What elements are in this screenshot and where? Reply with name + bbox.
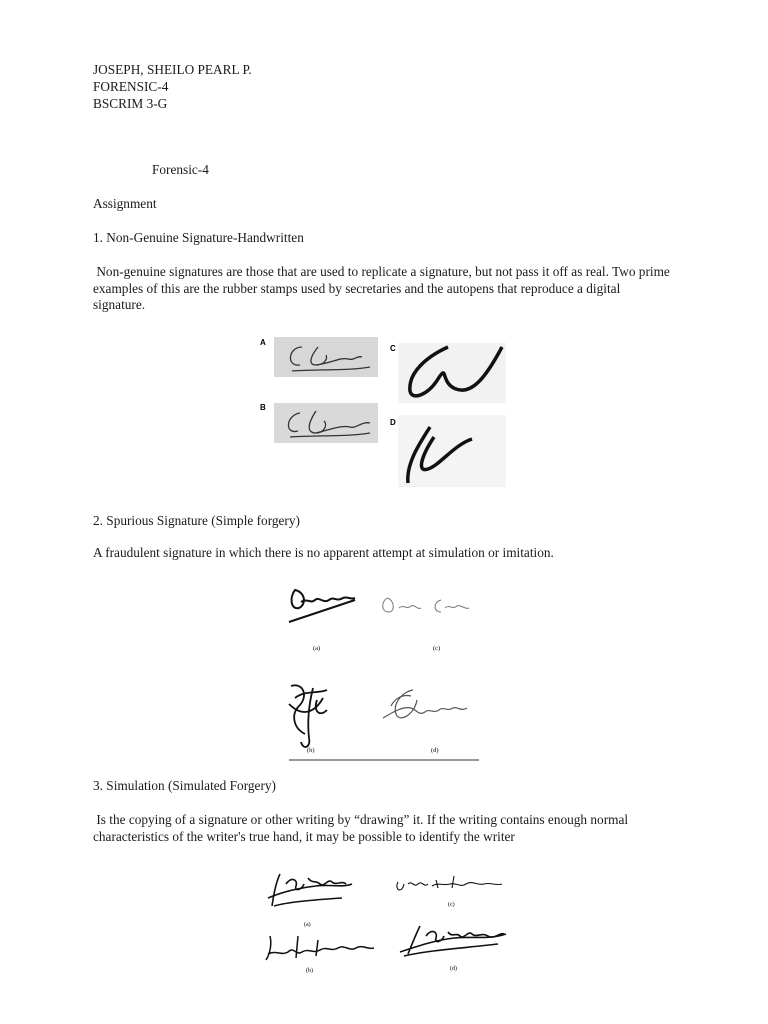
spurious-signature-a	[289, 590, 355, 622]
figure-1-label-d: D	[390, 418, 396, 427]
figure-2-label-b: (b)	[307, 747, 315, 754]
class-section: BSCRIM 3-G	[93, 96, 168, 111]
spurious-signature-b	[289, 685, 327, 747]
subject-code: FORENSIC-4	[93, 79, 169, 94]
figure-2-label-c: (c)	[433, 645, 441, 652]
figure-2-label-a: (a)	[313, 645, 321, 652]
figure-3-label-c: (c)	[448, 902, 455, 908]
simulated-signature-b	[266, 936, 374, 960]
student-name: JOSEPH, SHEILO PEARL P.	[93, 62, 252, 77]
figure-1-label-c: C	[390, 344, 396, 353]
section-3-heading: 3. Simulation (Simulated Forgery)	[93, 778, 276, 793]
spurious-signature-d	[383, 690, 467, 718]
figure-3-label-d: (d)	[450, 966, 457, 972]
assignment-label: Assignment	[93, 196, 157, 211]
section-2-heading: 2. Spurious Signature (Simple forgery)	[93, 513, 300, 528]
simulated-signature-c	[397, 876, 502, 890]
figure-2-label-d: (d)	[431, 747, 439, 754]
figure-3-label-b: (b)	[306, 968, 313, 974]
figure-simulated-signatures	[258, 862, 512, 978]
section-3-body: Is the copying of a signature or other writing by “drawing” it. If the writing contains enough normal characteristics of the writer's true hand, it may be possible to identify the writer	[93, 812, 632, 844]
section-1-heading: 1. Non-Genuine Signature-Handwritten	[93, 230, 304, 245]
section-2-body: A fraudulent signature in which there is no apparent attempt at simulation or imitation.	[93, 545, 554, 560]
document-title: Forensic-4	[152, 162, 209, 177]
spurious-signature-c	[383, 598, 469, 612]
figure-1-label-a: A	[260, 338, 266, 347]
section-1-body: Non-genuine signatures are those that are used to replicate a signature, but not pass it off as real. Two prime examples of this are the rubber stamps used by secretaries and the autopens that reproduce a digital signature.	[93, 264, 674, 312]
simulated-signature-a	[268, 874, 352, 906]
figure-non-genuine-signatures	[258, 333, 514, 491]
figure-3-label-a: (a)	[304, 922, 311, 928]
figure-1-label-b: B	[260, 403, 266, 412]
simulated-signature-d	[400, 926, 506, 956]
figure-spurious-signatures	[283, 578, 483, 764]
